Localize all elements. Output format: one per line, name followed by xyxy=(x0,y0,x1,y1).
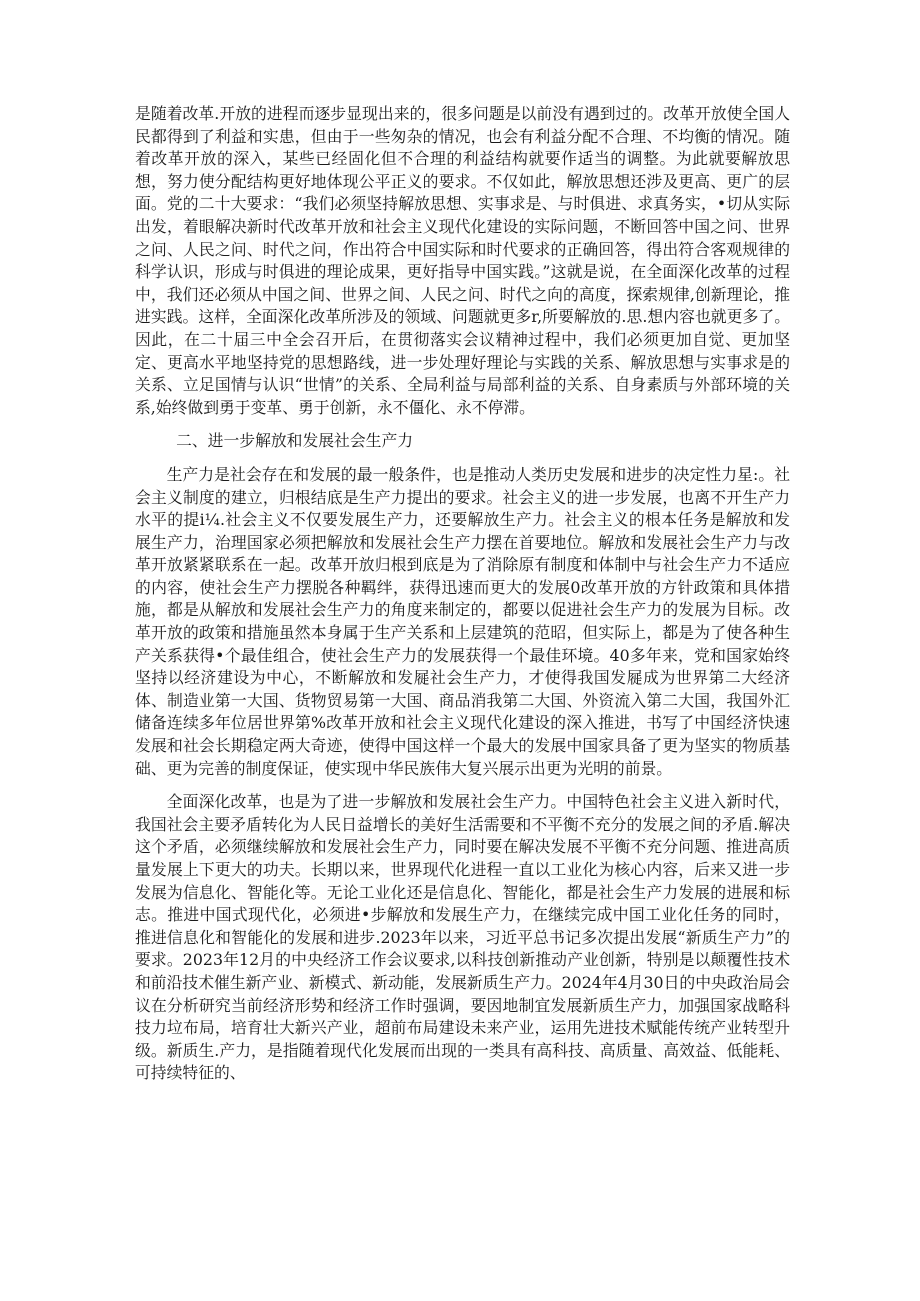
body-paragraph-3: 全面深化改革，也是为了进一步解放和发展社会生产力。中国特色社会主义进入新时代，我国社会主要矛盾转化为人民日益增长的美好生活需要和不平衡不充分的发展之间的矛盾.解决这个矛盾，必须继续解放和发展社会生产力，同时要在解决发展不平衡不充分问题、推进高质量发展上下更大的功夫。长期以来，世界现代化进程一直以工业化为核心内容，后来又进一步发展为信息化、智能化等。无论工业化还是信息化、智能化，都是社会生产力发展的进展和标志。推进中国式现代化，必须进•步解放和发展生产力，在继续完成中国工业化任务的同时，推进信息化和智能化的发展和进步.2023年以来，习近平总书记多次提出发展“新质生产力”的要求。2023年12月的中央经济工作会议要求,以科技创新推动产业创新，特别是以颠覆性技术和前沿技术催生新产业、新模式、新动能，发展新质生产力。2024年4月30日的中央政治局会议在分析研究当前经济形势和经济工作时强调，要因地制宜发展新质生产力，加强国家战略科技力垃布局，培育壮大新兴产业，超前布局建设未来产业，运用先进技术赋能传统产业转型升级。新质生.产力，是指随着现代化发展而出现的一类具有高科技、高质量、高效益、低能耗、可持续特征的、 xyxy=(135,792,790,1083)
body-paragraph-2: 生产力是社会存在和发展的最一般条件，也是推动人类历史发展和进步的决定性力星:。社会主义制度的建立，归根结底是生产力提出的要求。社会主义的进一步发展，也离不开生产力水平的提i¼.社会主义不仅要发展生产力，还要解放生产力。社会主义的根本任务是解放和发展生产力，治理国家必须把解放和发展社会生产力摆在首要地位。解放和发展社会生产力与改革开放紧紧联系在一起。改革开放归根到底是为了消除原有制度和体制中与社会生产力不适应的内容，使社会生产力摆脱各种羁绊，获得迅速而更大的发展0改革开放的方针政策和具体措施，都是从解放和发展社会生产力的角度来制定的，都要以促进社会生产力的发展为目标。改革开放的政策和措施虽然本身属于生产关系和上层建筑的范昭，但实际上，都是为了使各种生产关系获得•个最佳组合，使社会生产力的发展获得一个最佳环境。40多年来，党和国家始终坚持以经济建设为中心，不断解放和发屣社会生产力，才使得我国发屣成为世界第二大经济体、制造业第一大国、货物贸易第一大国、商品消我第二大国、外资流入第二大国，我国外汇储备连续多年位居世界第%改革开放和社会主义现代化建设的深入推进，书写了中国经济快速发展和社会长期稳定两大奇迹，使得中国这样一个最大的发展中国家具备了更为坚实的物质基础、更为完善的制度保证，使实现中华民族伟大复兴展示出更为光明的前景。 xyxy=(135,464,790,778)
section-heading: 二、进一步解放和发展社会生产力 xyxy=(176,431,414,451)
body-paragraph-1: 是随着改革.开放的进程而逐步显现出来的，很多问题是以前没有遇到过的。改革开放使全国人民都得到了利益和实患，但由于一些匆杂的情况，也会有利益分配不合理、不均衡的情况。随着改革开放的深入，某些已经固化但不合理的利益结构就要作适当的调整。为此就要解放思想，努力使分配结构更好地体现公平正义的要求。不仅如此，解放思想还涉及更高、更广的层面。党的二十大要求：“我们必须坚持解放思想、实事求是、与时俱进、求真务实，•切从实际出发，着眼解决新时代改革开放和社会主义现代化建设的实际问题，不断回答中国之问、世界之问、人民之问、时代之问，作出符合中国实际和时代要求的正确回答，得出符合客观规律的科学认识，形成与时俱进的理论成果，更好指导中国实践。”这就是说，在全面深化改革的过程中，我们还必须从中国之间、世界之间、人民之问、时代之向的高度，探索规律,创新理论，推进实践。这样，全面深化改革所涉及的领域、问题就更多r,所要解放的.思.想内容也就更多了。因此，在二十届三中全会召开后，在贯彻落实会议精神过程中，我们必须更加自觉、更加坚定、更高水平地坚持党的思想路线，进一步处理好理论与实践的关系、解放思想与实事求是的关系、立足国情与认识“世情”的关系、全局利益与局部利益的关系、自身素质与外部环境的关系,始终做到勇于变革、勇于创新，永不僵化、永不停滞。 xyxy=(135,104,790,417)
document-page xyxy=(135,103,790,1096)
